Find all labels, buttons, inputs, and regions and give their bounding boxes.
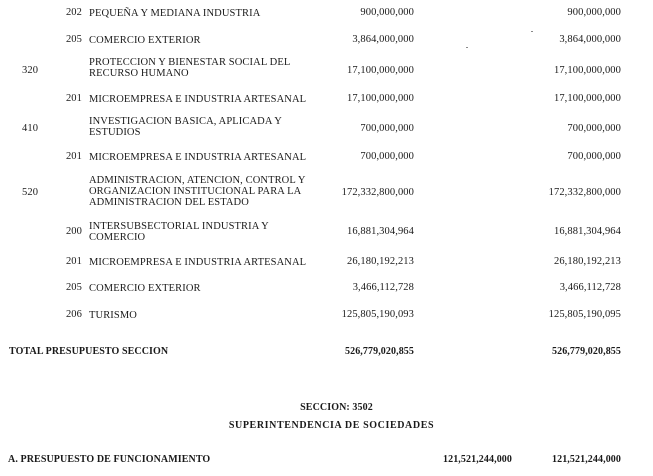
- row-description: ADMINISTRACION, ATENCION, CONTROL Y ORGANIZACION INSTITUCIONAL PARA LA ADMINISTRACION DEL ESTADO: [89, 175, 306, 209]
- subprogram-code: 201: [65, 151, 82, 162]
- row-description: PEQUEÑA Y MEDIANA INDUSTRIA: [89, 8, 261, 19]
- budget-value-column-1: 121,521,244,000: [443, 454, 512, 465]
- value-column-1: 700,000,000: [360, 123, 414, 134]
- value-column-2: 900,000,000: [567, 7, 621, 18]
- row-description: MICROEMPRESA E INDUSTRIA ARTESANAL: [89, 152, 307, 163]
- program-code: 320: [22, 65, 39, 76]
- value-column-1: 172,332,800,000: [341, 187, 414, 198]
- row-description: PROTECCION Y BIENESTAR SOCIAL DEL RECURSO HUMANO: [89, 57, 290, 80]
- section-entity-title: SUPERINTENDENCIA DE SOCIEDADES: [228, 420, 435, 431]
- subprogram-code: 200: [65, 226, 82, 237]
- program-code: 520: [22, 187, 39, 198]
- budget-value-column-2: 121,521,244,000: [552, 454, 621, 465]
- value-column-1: 26,180,192,213: [346, 256, 414, 267]
- row-description: INVESTIGACION BASICA, APLICADA Y ESTUDIOS: [89, 116, 282, 139]
- value-column-2: 17,100,000,000: [553, 93, 621, 104]
- value-column-2: 26,180,192,213: [553, 256, 621, 267]
- total-label: TOTAL PRESUPUESTO SECCION: [9, 346, 169, 357]
- total-value-column-2: 526,779,020,855: [552, 346, 621, 357]
- row-description: COMERCIO EXTERIOR: [89, 283, 201, 294]
- value-column-2: 17,100,000,000: [553, 65, 621, 76]
- value-column-2: 700,000,000: [567, 123, 621, 134]
- value-column-2: 700,000,000: [567, 151, 621, 162]
- value-column-1: 900,000,000: [360, 7, 414, 18]
- subprogram-code: 205: [65, 34, 82, 45]
- value-column-2: 3,466,112,728: [559, 282, 621, 293]
- value-column-1: 3,466,112,728: [352, 282, 414, 293]
- scan-speck: [466, 47, 468, 48]
- row-description: MICROEMPRESA E INDUSTRIA ARTESANAL: [89, 257, 307, 268]
- subprogram-code: 202: [65, 7, 82, 18]
- value-column-2: 16,881,304,964: [553, 226, 621, 237]
- row-description: TURISMO: [89, 310, 137, 321]
- budget-label: A. PRESUPUESTO DE FUNCIONAMIENTO: [8, 454, 211, 465]
- value-column-1: 125,805,190,093: [341, 309, 414, 320]
- value-column-1: 17,100,000,000: [346, 65, 414, 76]
- value-column-1: 17,100,000,000: [346, 93, 414, 104]
- subprogram-code: 205: [65, 282, 82, 293]
- row-description: MICROEMPRESA E INDUSTRIA ARTESANAL: [89, 94, 307, 105]
- subprogram-code: 201: [65, 256, 82, 267]
- value-column-1: 16,881,304,964: [346, 226, 414, 237]
- value-column-2: 3,864,000,000: [559, 34, 621, 45]
- section-heading: SECCION: 3502: [300, 402, 373, 413]
- value-column-2: 172,332,800,000: [548, 187, 621, 198]
- row-description: COMERCIO EXTERIOR: [89, 35, 201, 46]
- value-column-2: 125,805,190,095: [548, 309, 621, 320]
- subprogram-code: 206: [65, 309, 82, 320]
- scan-speck: [531, 31, 533, 32]
- value-column-1: 700,000,000: [360, 151, 414, 162]
- subprogram-code: 201: [65, 93, 82, 104]
- value-column-1: 3,864,000,000: [352, 34, 414, 45]
- program-code: 410: [22, 123, 39, 134]
- row-description: INTERSUBSECTORIAL INDUSTRIA Y COMERCIO: [89, 221, 269, 244]
- total-value-column-1: 526,779,020,855: [345, 346, 414, 357]
